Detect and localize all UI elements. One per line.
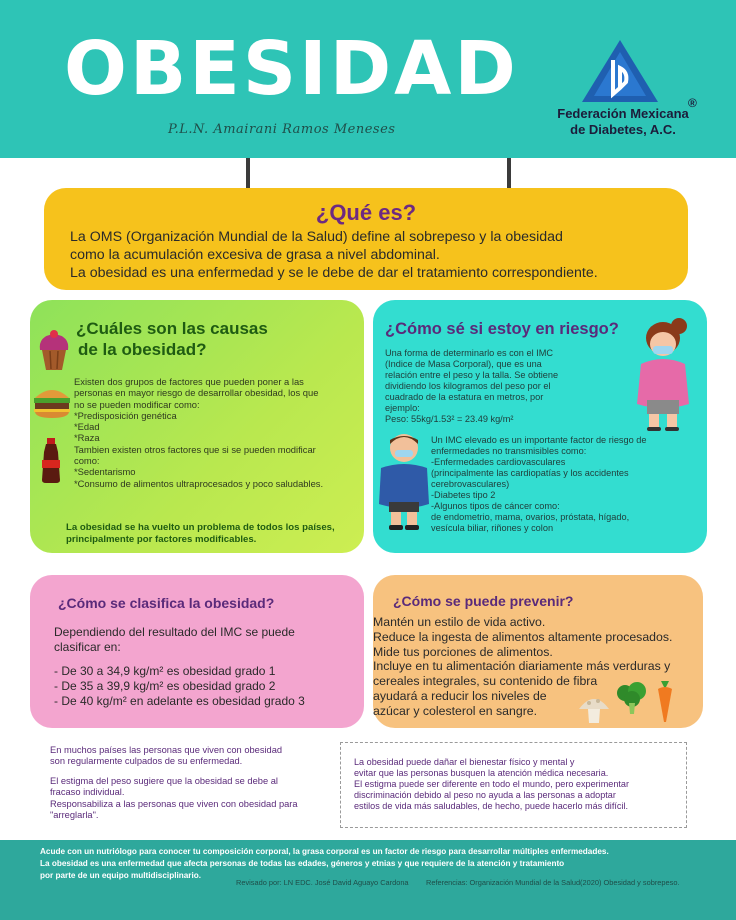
causas-body [74, 376, 360, 489]
man-illustration [373, 432, 435, 532]
que-es-card [44, 188, 688, 290]
prevenir-body [373, 615, 701, 718]
clasifica-card [30, 575, 364, 728]
woman-illustration [627, 314, 699, 432]
riesgo-line: (principalmente las cardiopatías y los accidentes [431, 468, 629, 479]
riesgo-line: Un IMC elevado es un importante factor de riesgo de [431, 435, 647, 445]
prevenir-line: cereales integrales, su contenido de fibra [373, 674, 598, 688]
mushroom-icon [577, 693, 611, 725]
riesgo-line: vesícula biliar, riñones y colon [431, 523, 554, 534]
riesgo-line: ejemplo: [385, 403, 420, 414]
prevenir-line: Incluye en tu alimentación diariamente más verduras y [373, 659, 671, 674]
registered-mark: ® [688, 96, 697, 110]
clasifica-item: - De 40 kg/m² en adelante es obesidad grado 3 [54, 694, 305, 708]
carrot-icon [653, 679, 677, 723]
causas-line: *Sedentarismo [74, 466, 136, 478]
que-es-line: La OMS (Organización Mundial de la Salud) define al sobrepeso y la obesidad [70, 229, 563, 245]
org-name [548, 106, 698, 137]
burger-icon [32, 384, 72, 420]
riesgo-line: -Algunos tipos de cáncer como: [431, 501, 560, 512]
causas-line: personas en mayor riesgo de desarrollar obesidad, los que [74, 387, 319, 399]
causas-line: *Consumo de alimentos ultraprocesados y poco saludables. [74, 477, 324, 489]
causas-title-line1: ¿Cuáles son las causas [76, 319, 268, 338]
prevenir-line: azúcar y colesterol en sangre. [373, 703, 538, 718]
estigma-line: estilos de vida más saludables, de hecho, puede hacerlo más difícil. [354, 800, 628, 811]
riesgo-line: dividiendo los kilogramos del peso por el [385, 381, 551, 392]
fmd-logo-icon [580, 38, 660, 104]
footer-text [40, 846, 720, 882]
estigma-line: El estigma puede ser diferente en todo el mundo, pero experimentar [354, 778, 629, 789]
org-name-line1: Federación Mexicana [557, 106, 689, 121]
causas-footnote [66, 522, 358, 547]
org-name-line2: de Diabetes, A.C. [570, 121, 676, 137]
estigma-line: discriminación debido al peso no ayuda a las personas a adoptar [354, 789, 616, 800]
riesgo-line: Una forma de determinarlo es con el IMC [385, 348, 553, 358]
footer-line: por parte de un equipo multidisciplinario. [40, 870, 202, 880]
clasifica-intro: clasificar en: [54, 640, 121, 654]
que-es-text [70, 229, 680, 282]
page-title: OBESIDAD [64, 26, 519, 112]
riesgo-enfermedades-text [431, 435, 701, 534]
estigma-line: El estigma del peso sugiere que la obesidad se debe al [50, 776, 278, 787]
riesgo-line: -Diabetes tipo 2 [431, 490, 496, 501]
header-banner [0, 0, 736, 158]
footer-referencias: Referencias: Organización Mundial de la Salud(2020) Obesidad y sobrepeso. [426, 878, 680, 887]
causas-line: Existen dos grupos de factores que pueden poner a las [74, 376, 304, 387]
soda-icon [36, 436, 66, 484]
causas-line: *Predisposición genética [74, 409, 177, 421]
estigma-line: Responsabiliza a las personas que viven con obesidad para [50, 798, 298, 809]
cupcake-icon [34, 328, 74, 372]
estigma-line: "arreglarla". [50, 809, 99, 820]
riesgo-line: enfermedades no transmisibles como: [431, 446, 587, 457]
author-signature: P.L.N. Amairani Ramos Meneses [168, 122, 396, 137]
prevenir-card [373, 575, 703, 728]
footer-line: La obesidad es una enfermedad que afecta personas de todas las edades, géneros y etnias y que requiere de la atención y tratamiento [40, 858, 565, 868]
prevenir-line: ayudará a reducir los niveles de [373, 688, 547, 703]
causas-line: como: [74, 454, 100, 466]
causas-line: Tambien existen otros factores que si se pueden modificar [74, 443, 316, 455]
footer-banner [0, 840, 736, 920]
causas-foot-line2: principalmente por factores modificables. [66, 534, 257, 546]
estigma-line: evitar que las personas busquen la atención médica necesaria. [354, 767, 609, 778]
estigma-left-text [50, 745, 340, 821]
riesgo-line: cerebrovasculares) [431, 479, 510, 490]
causas-line: *Edad [74, 421, 100, 433]
causas-foot-line1: La obesidad se ha vuelto un problema de todos los países, [66, 522, 335, 533]
riesgo-card [373, 300, 707, 553]
que-es-title: ¿Qué es? [315, 200, 417, 225]
riesgo-line: (Indice de Masa Corporal), que es una [385, 359, 542, 370]
clasifica-item: - De 30 a 34,9 kg/m² es obesidad grado 1 [54, 664, 276, 678]
causas-card [30, 300, 364, 553]
causas-title-line2: de la obesidad? [78, 340, 207, 360]
prevenir-line: Mantén un estilo de vida activo. [373, 615, 546, 629]
riesgo-line: relación entre el peso y la talla. Se obtiene [385, 370, 559, 381]
que-es-line: como la acumulación excesiva de grasa a nivel abdominal. [70, 246, 440, 263]
estigma-line: son regularmente culpados de su enfermedad. [50, 756, 243, 767]
prevenir-title: ¿Cómo se puede prevenir? [393, 593, 574, 609]
clasifica-item: - De 35 a 39,9 kg/m² es obesidad grado 2 [54, 679, 276, 693]
estigma-right-text [354, 757, 684, 812]
prevenir-line: Mide tus porciones de alimentos. [373, 644, 553, 659]
riesgo-imc-text [385, 348, 563, 425]
spacer [54, 655, 354, 664]
causas-line: no se pueden modificar como: [74, 398, 200, 410]
clasifica-title: ¿Cómo se clasifica la obesidad? [58, 595, 275, 611]
riesgo-title: ¿Cómo sé si estoy en riesgo? [385, 320, 619, 338]
causas-line: *Raza [74, 432, 100, 444]
prevenir-line: Reduce la ingesta de alimentos altamente procesados. [373, 629, 673, 644]
clasifica-intro: Dependiendo del resultado del IMC se puede [54, 625, 295, 639]
que-es-line: La obesidad es una enfermedad y se le debe de dar el tratamiento correspondiente. [70, 264, 598, 281]
footer-revisado: Revisado por: LN EDC. José David Aguayo Cardona [236, 878, 409, 887]
footer-line: Acude con un nutriólogo para conocer tu composición corporal, la grasa corporal es un factor de riesgo para desarrollar múltiples enfermedades. [40, 847, 609, 856]
broccoli-icon [615, 681, 649, 715]
estigma-line: fracaso individual. [50, 787, 125, 798]
spacer [50, 767, 340, 776]
riesgo-line: -Enfermedades cardiovasculares [431, 457, 566, 468]
riesgo-line: de endometrio, mama, ovarios, próstata, hígado, [431, 512, 630, 523]
estigma-line: En muchos países las personas que viven con obesidad [50, 745, 283, 755]
estigma-line: La obesidad puede dañar el bienestar físico y mental y [354, 757, 575, 767]
riesgo-line: Peso: 55kg/1.53² = 23.49 kg/m² [385, 414, 514, 425]
causas-title [76, 318, 356, 361]
riesgo-line: cuadrado de la estatura en metros, por [385, 392, 544, 403]
clasifica-body [54, 625, 354, 709]
